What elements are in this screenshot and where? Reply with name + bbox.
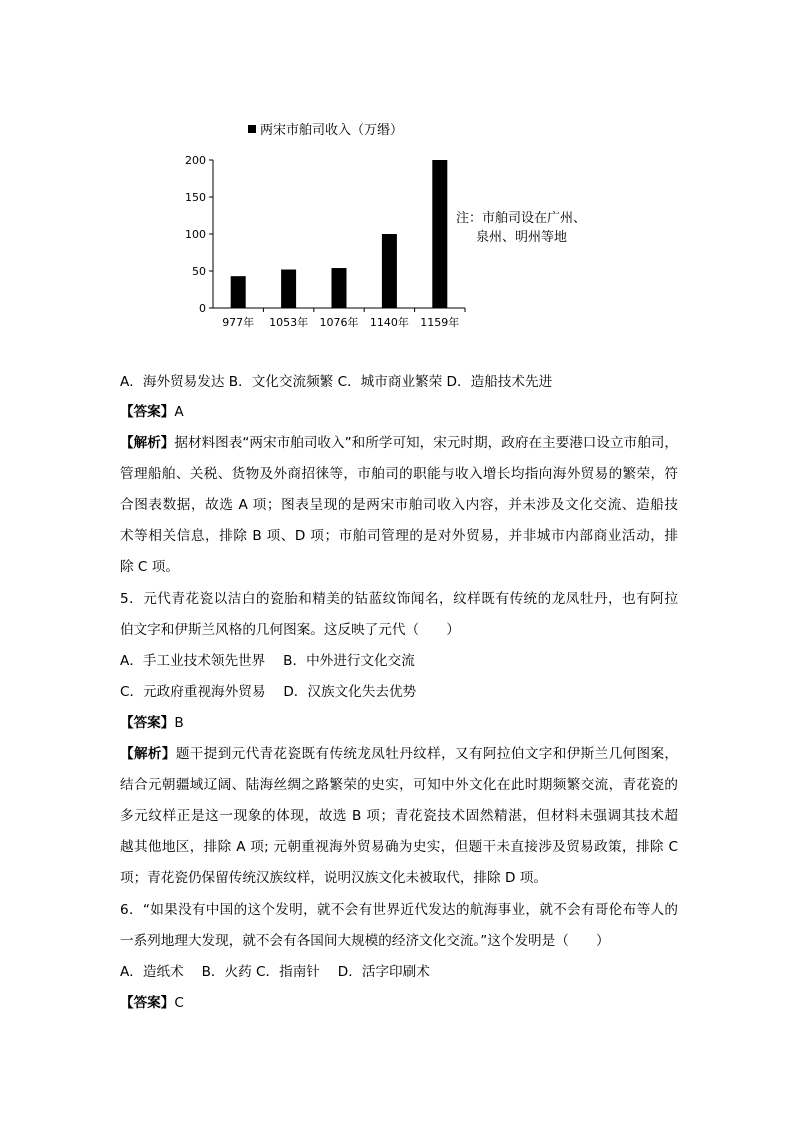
chart-note: [456, 209, 586, 247]
q5-answer-label: 【答案】: [120, 715, 175, 731]
q6-options: A．造纸术 B．火药 C．指南针 D．活字印刷术: [120, 964, 430, 980]
q5-analysis-text-1: 题干提到元代青花瓷既有传统龙凤牡丹纹样，又有阿拉伯文字和伊斯兰几何图案，: [175, 746, 679, 762]
q5-analysis-line-1: [120, 744, 678, 764]
q4-answer-value: A: [174, 404, 184, 420]
y-tick-label: 200: [185, 154, 206, 167]
bar: [231, 276, 246, 308]
bar: [382, 234, 397, 308]
q6-answer-value: C: [174, 995, 184, 1011]
q4-analysis-line-2: 管理船舶、关税、货物及外商招徕等，市舶司的职能与收入增长均指向海外贸易的繁荣，符: [120, 466, 678, 482]
revenue-bar-chart: [180, 115, 480, 340]
q5-stem-line-1: 5．元代青花瓷以洁白的瓷胎和精美的钴蓝纹饰闻名，纹样既有传统的龙凤牡丹，也有阿拉: [120, 591, 678, 607]
y-tick-label: 50: [192, 265, 206, 278]
q4-analysis-label: 【解析】: [120, 435, 175, 451]
q5-answer: [120, 713, 184, 733]
legend-label: 两宋市舶司收入（万缗）: [260, 123, 404, 138]
q4-options: A．海外贸易发达 B．文化交流频繁 C．城市商业繁荣 D．造船技术先进: [120, 374, 553, 390]
q5-analysis-line-4: 越其他地区，排除 A 项; 元朝重视海外贸易确为史实，但题干未直接涉及贸易政策，排除 C: [120, 839, 678, 855]
q4-analysis-text-1: 据材料图表“两宋市舶司收入”和所学可知，宋元时期，政府在主要港口设立市舶司，: [174, 435, 678, 451]
x-tick-label: 1159年: [420, 316, 460, 329]
q5-stem-line-2: 伯文字和伊斯兰风格的几何图案。这反映了元代（ ）: [120, 622, 460, 638]
bar: [281, 270, 296, 308]
chart-note-line-1: 注：市舶司设在广州、: [456, 211, 587, 226]
q4-analysis-line-3: 合图表数据，故选 A 项；图表呈现的是两宋市舶司收入内容，并未涉及文化交流、造船技: [120, 497, 678, 513]
q4-answer-label: 【答案】: [120, 404, 175, 420]
q6-stem-line-1: 6．“如果没有中国的这个发明，就不会有世界近代发达的航海事业，就不会有哥伦布等人的: [120, 902, 678, 918]
y-tick-label: 100: [185, 228, 206, 241]
bar: [332, 268, 347, 308]
q4-analysis-line-1: [120, 433, 678, 453]
q4-analysis-line-4: 术等相关信息，排除 B 项、D 项；市舶司管理的是对外贸易，并非城市内部商业活动，排: [120, 528, 678, 544]
q6-answer-label: 【答案】: [120, 995, 175, 1011]
q6-stem-line-2: 一系列地理大发现，就不会有各国间大规模的经济文化交流。”这个发明是（ ）: [120, 933, 610, 949]
y-tick-label: 150: [185, 191, 206, 204]
x-tick-label: 1076年: [319, 316, 359, 329]
x-tick-label: 1140年: [369, 316, 409, 329]
q5-options-line-1: A．手工业技术领先世界 B．中外进行文化交流: [120, 653, 415, 669]
q5-analysis-label: 【解析】: [120, 746, 176, 762]
bar: [432, 160, 447, 308]
q6-answer: [120, 993, 184, 1013]
q4-answer: [120, 402, 184, 422]
q5-answer-value: B: [174, 715, 184, 731]
y-tick-label: 0: [199, 302, 206, 315]
x-tick-label: 1053年: [269, 316, 309, 329]
q5-analysis-line-5: 项；青花瓷仍保留传统汉族纹样，说明汉族文化未被取代，排除 D 项。: [120, 870, 547, 886]
q4-analysis-line-5: 除 C 项。: [120, 559, 179, 575]
chart-note-line-2: 泉州、明州等地: [476, 230, 568, 245]
q5-options-line-2: C．元政府重视海外贸易 D．汉族文化失去优势: [120, 684, 417, 700]
q5-analysis-line-2: 结合元朝疆域辽阔、陆海丝绸之路繁荣的史实，可知中外文化在此时期频繁交流，青花瓷的: [120, 777, 678, 793]
x-tick-label: 977年: [222, 316, 255, 329]
q5-analysis-line-3: 多元纹样正是这一现象的体现，故选 B 项；青花瓷技术固然精湛，但材料未强调其技术超: [120, 808, 678, 824]
